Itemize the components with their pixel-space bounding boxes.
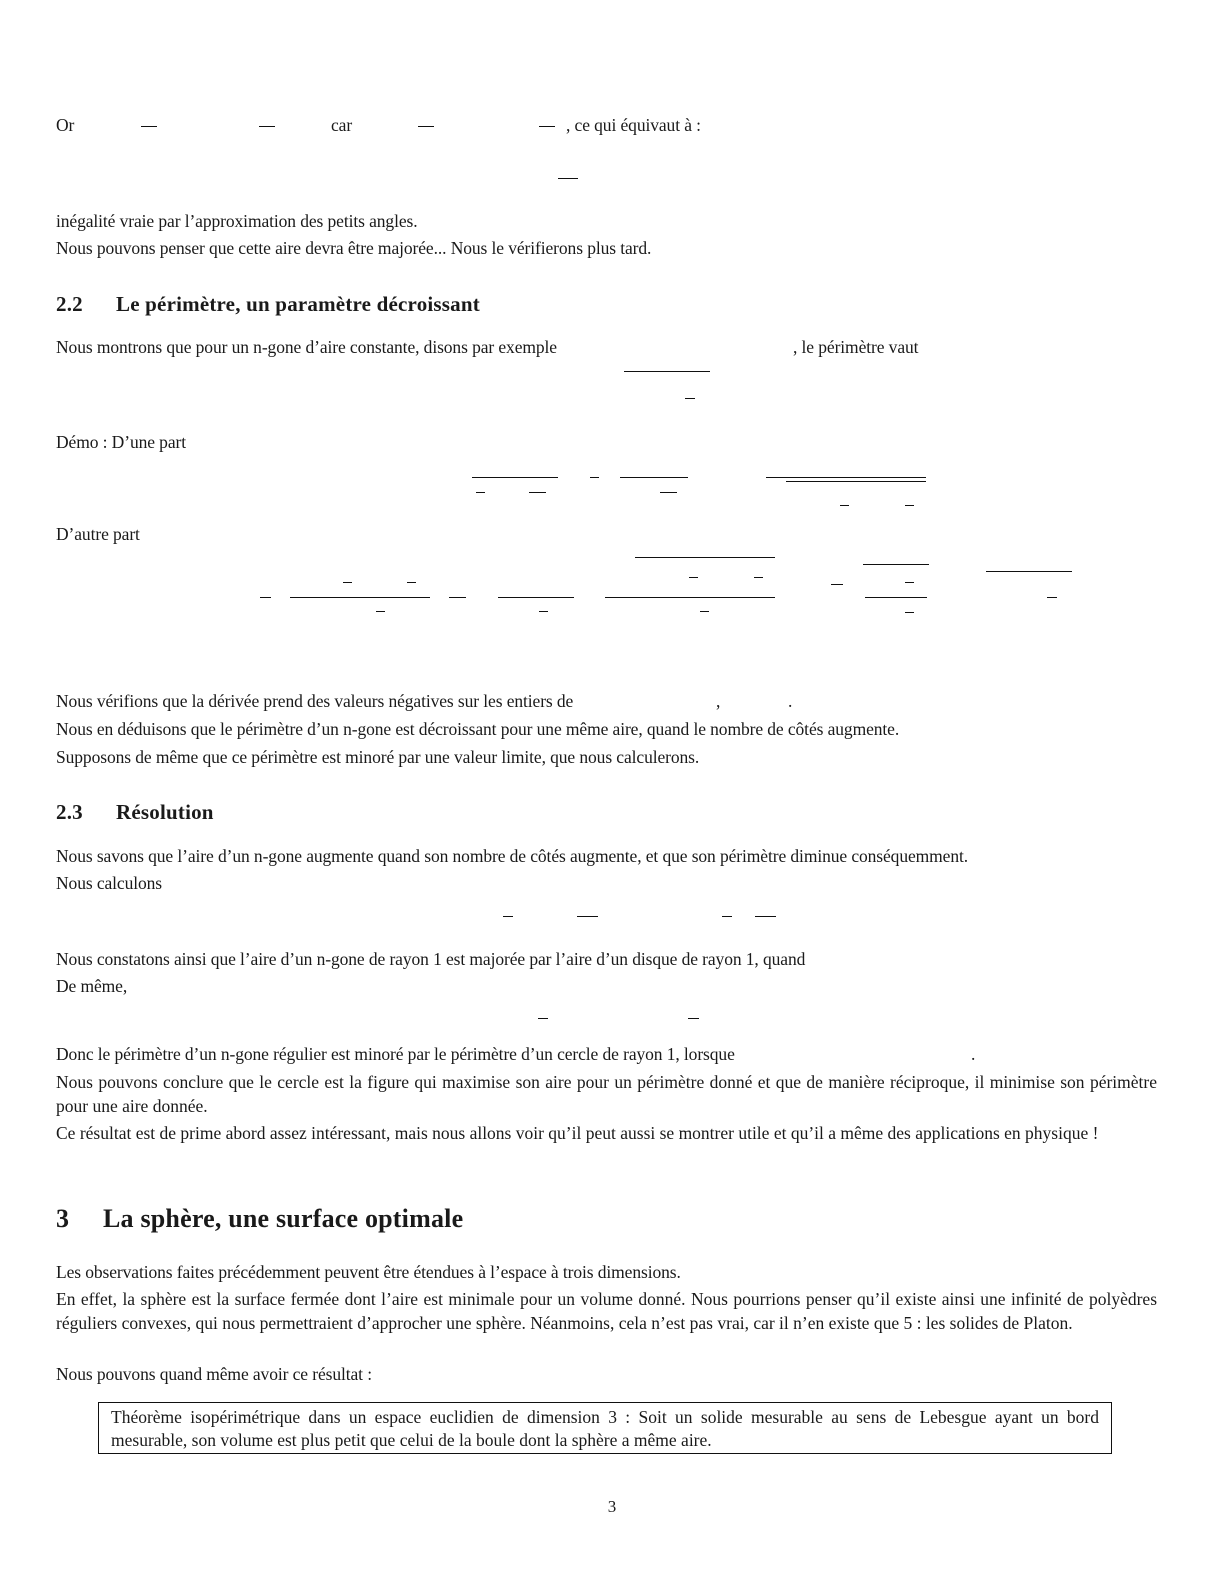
fraction-bar xyxy=(905,612,914,613)
section-heading-2-3 xyxy=(56,800,214,825)
text-intro-before: Nous montrons que pour un n-gone d’aire constante, disons par exemple xyxy=(56,337,557,357)
fraction-bar xyxy=(605,597,775,598)
text-intro-after: , le périmètre vaut xyxy=(793,337,919,357)
fraction-bar xyxy=(343,582,352,583)
fraction-bar xyxy=(831,584,843,585)
fraction-bar xyxy=(539,126,555,127)
paragraph-en-effet: En effet, la sphère est la surface fermée dont l’aire est minimale pour un volume donné. Nous pourrions penser qu’il existe ainsi une infinité de polyèdres réguliers convexes, qui nous permettraient d’approcher une sphère. Néanmoins, cela n’est pas vrai, car il n’en existe que 5 : les solides de Platon. xyxy=(56,1289,1157,1333)
fraction-bar xyxy=(503,916,513,917)
fraction-bar xyxy=(905,582,914,583)
fraction-bar xyxy=(863,564,929,565)
paragraph-conclure: Nous pouvons conclure que le cercle est la figure qui maximise son aire pour un périmètre donné et que de manière réciproque, il minimise son périmètre pour une aire donnée. xyxy=(56,1072,1157,1116)
text-quand-meme: Nous pouvons quand même avoir ce résultat : xyxy=(56,1364,372,1384)
text-donc: Donc le périmètre d’un n-gone régulier est minoré par le périmètre d’un cercle de rayon 1, lorsque xyxy=(56,1044,735,1064)
fraction-bar xyxy=(685,398,695,399)
fraction-bar xyxy=(754,577,763,578)
fraction-bar xyxy=(722,916,732,917)
fraction-bar xyxy=(635,557,775,558)
fraction-bar xyxy=(476,492,485,493)
fraction-bar xyxy=(498,597,574,598)
fraction-bar xyxy=(449,597,466,598)
text-verif-comma: , xyxy=(716,691,721,711)
fraction-bar xyxy=(590,477,599,478)
fraction-bar xyxy=(905,505,914,506)
text-donc-period: . xyxy=(971,1044,976,1064)
text-constatons: Nous constatons ainsi que l’aire d’un n-gone de rayon 1 est majorée par l’aire d’un disque de rayon 1, quand xyxy=(56,949,806,969)
fraction-bar xyxy=(558,178,578,179)
text-equivaut: , ce qui équivaut à : xyxy=(566,115,701,135)
fraction-bar xyxy=(865,597,927,598)
fraction-bar xyxy=(688,1018,699,1019)
fraction-bar xyxy=(577,916,598,917)
fraction-bar xyxy=(538,1018,548,1019)
section-number: 2.3 xyxy=(56,800,83,824)
section-heading-3 xyxy=(56,1204,463,1234)
text-supposons: Supposons de même que ce périmètre est minoré par une valeur limite, que nous calculerons. xyxy=(56,747,700,767)
word-or: Or xyxy=(56,115,75,135)
fraction-bar xyxy=(840,505,849,506)
section-title: La sphère, une surface optimale xyxy=(103,1204,464,1233)
word-car: car xyxy=(331,115,353,135)
fraction-bar xyxy=(290,597,430,598)
text-inegalite: inégalité vraie par l’approximation des petits angles. xyxy=(56,211,418,231)
fraction-bar xyxy=(786,481,926,482)
theorem-box: Théorème isopérimétrique dans un espace euclidien de dimension 3 : Soit un solide mesurable au sens de Lebesgue ayant un bord mesurable, son volume est plus petit que celui de la boule dont la sphère a même aire. xyxy=(98,1402,1112,1454)
page-number: 3 xyxy=(607,1497,617,1516)
fraction-bar xyxy=(418,126,434,127)
fraction-bar xyxy=(986,571,1072,572)
fraction-bar xyxy=(376,611,385,612)
section-title: Le périmètre, un paramètre décroissant xyxy=(116,292,480,316)
fraction-bar xyxy=(1047,597,1057,598)
text-verif-period: . xyxy=(788,691,793,711)
text-verif: Nous vérifions que la dérivée prend des valeurs négatives sur les entiers de xyxy=(56,691,574,711)
fraction-bar xyxy=(689,577,698,578)
fraction-bar xyxy=(529,492,546,493)
fraction-bar xyxy=(539,611,548,612)
text-de-meme: De même, xyxy=(56,976,128,996)
fraction-bar xyxy=(660,492,677,493)
paragraph-resultat: Ce résultat est de prime abord assez intéressant, mais nous allons voir qu’il peut aussi se montrer utile et qu’il a même des applications en physique ! xyxy=(56,1123,1099,1143)
text-majoree: Nous pouvons penser que cette aire devra être majorée... Nous le vérifierons plus tard. xyxy=(56,238,652,258)
text-autre-part: D’autre part xyxy=(56,524,140,544)
fraction-bar xyxy=(259,126,275,127)
text-observations: Les observations faites précédemment peuvent être étendues à l’espace à trois dimensions. xyxy=(56,1262,681,1282)
fraction-bar xyxy=(472,477,558,478)
fraction-bar xyxy=(407,582,416,583)
fraction-bar xyxy=(141,126,157,127)
fraction-bar xyxy=(620,477,688,478)
fraction-bar xyxy=(260,597,271,598)
fraction-bar xyxy=(624,371,710,372)
text-calculons: Nous calculons xyxy=(56,873,163,893)
text-deduction: Nous en déduisons que le périmètre d’un n-gone est décroissant pour une même aire, quand le nombre de côtés augmente. xyxy=(56,719,900,739)
section-title: Résolution xyxy=(116,800,214,824)
section-number: 2.2 xyxy=(56,292,83,316)
text-demo: Démo : D’une part xyxy=(56,432,186,452)
fraction-bar xyxy=(766,477,926,478)
fraction-bar xyxy=(755,916,776,917)
section-heading-2-2 xyxy=(56,292,480,317)
text-savons: Nous savons que l’aire d’un n-gone augmente quand son nombre de côtés augmente, et que son périmètre diminue conséquemment. xyxy=(56,846,969,866)
fraction-bar xyxy=(700,611,709,612)
section-number: 3 xyxy=(56,1204,70,1233)
